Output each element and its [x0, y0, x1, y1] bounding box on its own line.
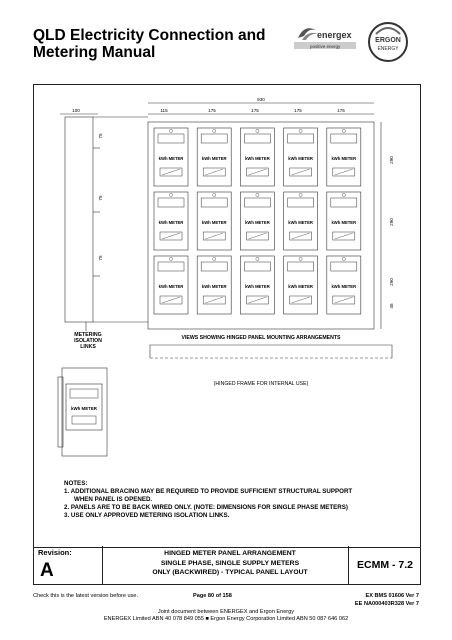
doc-code: ECMM - 7.2 — [348, 546, 421, 584]
footer-page-number: Page 80 of 158 — [193, 593, 232, 599]
meter-label: kWh METER — [331, 156, 357, 161]
kwh-meter — [197, 128, 231, 186]
isolation-label-2: ISOLATION — [74, 338, 102, 344]
meter-label: kWh METER — [331, 284, 357, 289]
views-caption: VIEWS SHOWING HINGED PANEL MOUNTING ARRANGEMENTS — [181, 335, 341, 341]
meter-label: kWh METER — [158, 220, 184, 225]
footer-joint-text: Joint document between ENERGEX and Ergon Energy — [157, 609, 295, 615]
kwh-meter — [327, 192, 361, 250]
dim-spacing-2: 175 — [251, 108, 259, 113]
kwh-meter — [327, 256, 361, 314]
meter-label: kWh METER — [158, 284, 184, 289]
ergon-wordmark-2: ENERGY — [377, 46, 399, 52]
drawing-title-line-1: HINGED METER PANEL ARRANGEMENT — [164, 550, 296, 557]
dim-side-2: 75 — [98, 195, 103, 201]
dim-spacing-4: 175 — [337, 108, 345, 113]
hinged-frame-caption: (HINGED FRAME FOR INTERNAL USE) — [213, 381, 309, 387]
dim-spacing-1: 175 — [208, 108, 216, 113]
notes — [64, 480, 414, 520]
meter-label: kWh METER — [288, 284, 313, 289]
dim-row-2: 290 — [389, 218, 394, 226]
footer-check-text: Check this is the latest version before use. — [33, 593, 139, 599]
kwh-meter — [154, 192, 188, 250]
drawing-title — [130, 549, 330, 578]
title-line-1: QLD Electricity Connection and — [33, 27, 266, 44]
kwh-meter — [154, 256, 188, 314]
meter-label: kWh METER — [331, 220, 357, 225]
ergon-wordmark-1: ERGON — [375, 37, 401, 44]
meter-label: kWh METER — [201, 156, 227, 161]
dim-bottom: 45 — [389, 303, 394, 309]
side-meter — [66, 384, 102, 430]
title-line-2: Metering Manual — [33, 44, 156, 61]
footer-abn-text: ENERGEX Limited ABN 40 078 849 055 ■ Ergon Energy Corporation Limited ABN 50 087 646 062 — [103, 616, 349, 622]
kwh-meter — [284, 192, 318, 250]
isolation-label-3: LINKS — [80, 344, 96, 350]
hinged-frame-outline — [150, 345, 392, 358]
footer-ref-1: EX BMS 01606 Ver 7 — [365, 593, 419, 599]
dim-side-3: 75 — [98, 255, 103, 261]
energex-tagline: positive energy — [310, 44, 341, 49]
dim-overall-text: 930 — [257, 97, 265, 102]
kwh-meter — [154, 128, 188, 186]
meter-grid — [93, 128, 361, 314]
dim-first-text: 115 — [160, 108, 168, 113]
title-block — [33, 546, 421, 585]
kwh-meter — [284, 256, 318, 314]
side-view-panel — [62, 368, 107, 456]
meter-label: kWh METER — [245, 156, 270, 161]
kwh-meter — [240, 256, 274, 314]
note-1: 1. ADDITIONAL BRACING MAY BE REQUIRED TO PROVIDE SUFFICIENT STRUCTURAL SUPPORT — [64, 488, 353, 495]
kwh-meter — [197, 192, 231, 250]
notes-heading: NOTES: — [64, 480, 88, 487]
dim-row-1: 290 — [389, 156, 394, 164]
side-meter-label: kWh METER — [71, 406, 97, 411]
meter-label: kWh METER — [201, 284, 227, 289]
meter-label: kWh METER — [288, 220, 313, 225]
kwh-meter — [284, 128, 318, 186]
kwh-meter — [240, 192, 274, 250]
dim-row-3: 290 — [389, 278, 394, 286]
meter-label: kWh METER — [201, 220, 227, 225]
wall-box — [65, 117, 93, 322]
meter-label: kWh METER — [245, 284, 270, 289]
kwh-meter — [327, 128, 361, 186]
footer-ref-2: EE NA000403R328 Ver 7 — [354, 601, 419, 607]
dim-left-text: 100 — [72, 108, 80, 113]
meter-label: kWh METER — [245, 220, 270, 225]
note-1-cont: WHEN PANEL IS OPENED. — [74, 496, 153, 503]
revision-label: Revision: — [38, 548, 72, 557]
note-3: 3. USE ONLY APPROVED METERING ISOLATION LINKS. — [64, 512, 230, 519]
revision-value: A — [40, 560, 54, 581]
drawing-title-line-3: ONLY (BACKWIRED) - TYPICAL PANEL LAYOUT — [152, 569, 308, 576]
note-2: 2. PANELS ARE TO BE BACK WIRED ONLY. (NOTE: DIMENSIONS FOR SINGLE PHASE METERS) — [64, 504, 348, 511]
isolation-label-1: METERING — [74, 332, 102, 338]
drawing-title-line-2: SINGLE PHASE, SINGLE SUPPLY METERS — [160, 559, 300, 567]
meter-label: kWh METER — [158, 156, 184, 161]
kwh-meter — [240, 128, 274, 186]
kwh-meter — [197, 256, 231, 314]
dim-side-1: 75 — [98, 133, 103, 139]
dim-spacing-3: 175 — [294, 108, 302, 113]
energex-wordmark: energex — [317, 30, 352, 40]
meter-label: kWh METER — [288, 156, 313, 161]
